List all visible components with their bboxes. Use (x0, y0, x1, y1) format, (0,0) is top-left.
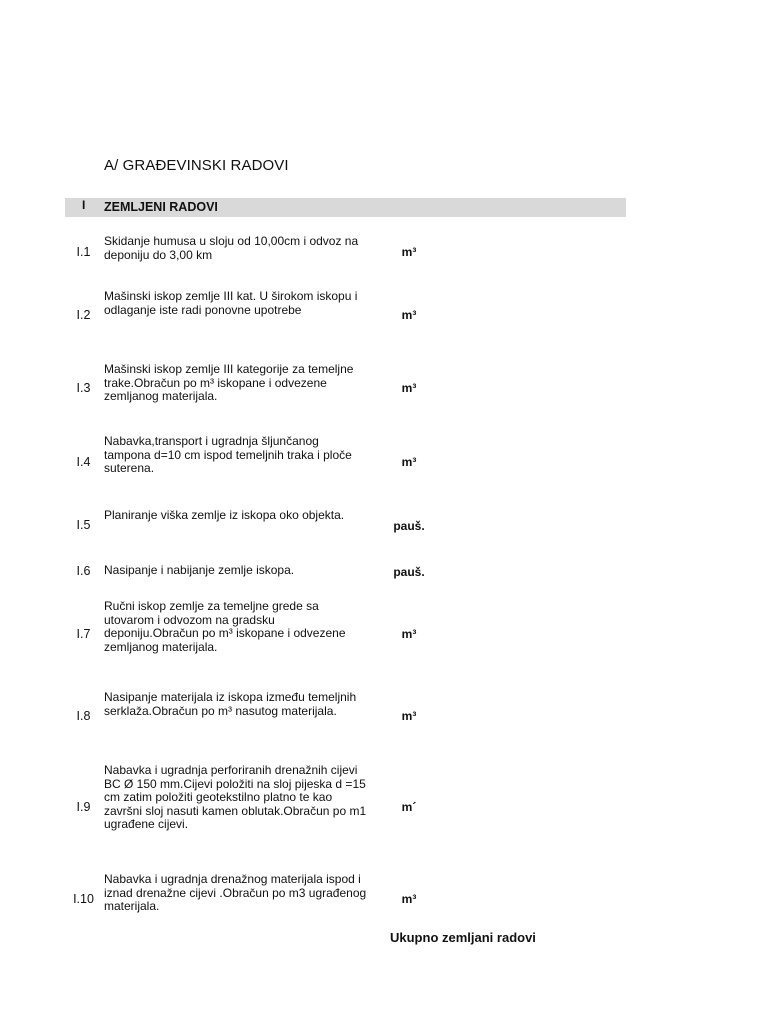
item-unit: pauš. (393, 565, 425, 579)
item-description: Nabavka i ugradnja drenažnog materijala ispod i iznad drenažne cijevi .Obračun po m3 ugrađenog materijala. (104, 872, 367, 913)
item-unit: pauš. (393, 519, 425, 533)
item-unit: m´ (401, 800, 417, 814)
item-number: I.6 (76, 564, 91, 578)
item-number: I.2 (76, 308, 91, 322)
total-label: Ukupno zemljani radovi (390, 930, 536, 945)
item-number: I.5 (76, 518, 91, 532)
item-description: Ručni iskop zemlje za temeljne grede sa utovarom i odvozom na gradsku deponiju.Obračun po m³ iskopane i odvezene zemljanog materijala. (104, 599, 346, 654)
item-number: I.1 (76, 245, 91, 259)
section-header (65, 198, 626, 217)
item-description: Mašinski iskop zemlje III kategorije za temeljne trake.Obračun po m³ iskopane i odvezene zemljanog materijala. (104, 362, 354, 403)
item-description: Planiranje viška zemlje iz iskopa oko objekta. (104, 508, 345, 522)
item-unit: m³ (401, 308, 417, 322)
item-unit: m³ (401, 381, 417, 395)
item-description: Nabavka,transport i ugradnja šljunčanog tampona d=10 cm ispod temeljnih traka i ploče suterena. (104, 434, 352, 475)
item-unit: m³ (401, 627, 417, 641)
section-title: ZEMLJENI RADOVI (104, 200, 218, 214)
item-unit: m³ (401, 245, 417, 259)
page-title: A/ GRAĐEVINSKI RADOVI (104, 157, 289, 174)
item-description: Nabavka i ugradnja perforiranih drenažnih cijevi BC Ø 150 mm.Cijevi položiti na sloj pijeska d =15 cm zatim položiti geotekstilno platno te kao završni sloj nasuti kamen oblutak.Obračun po m1 ugrađene cijevi. (104, 763, 367, 831)
item-number: I.3 (76, 381, 91, 395)
item-number: I.4 (76, 455, 91, 469)
item-unit: m³ (401, 892, 417, 906)
item-unit: m³ (401, 455, 417, 469)
item-description: Nasipanje materijala iz iskopa između temeljnih serklaža.Obračun po m³ nasutog materijala. (104, 690, 357, 718)
item-number: I.10 (73, 892, 94, 906)
item-number: I.9 (76, 800, 91, 814)
item-unit: m³ (401, 709, 417, 723)
item-number: I.8 (76, 709, 91, 723)
item-description: Nasipanje i nabijanje zemlje iskopa. (104, 563, 295, 577)
section-number: I (82, 198, 86, 212)
item-number: I.7 (76, 627, 91, 641)
item-description: Mašinski iskop zemlje III kat. U širokom iskopu i odlaganje iste radi ponovne upotrebe (104, 289, 358, 317)
item-description: Skidanje humusa u sloju od 10,00cm i odvoz na deponiju do 3,00 km (104, 234, 359, 262)
